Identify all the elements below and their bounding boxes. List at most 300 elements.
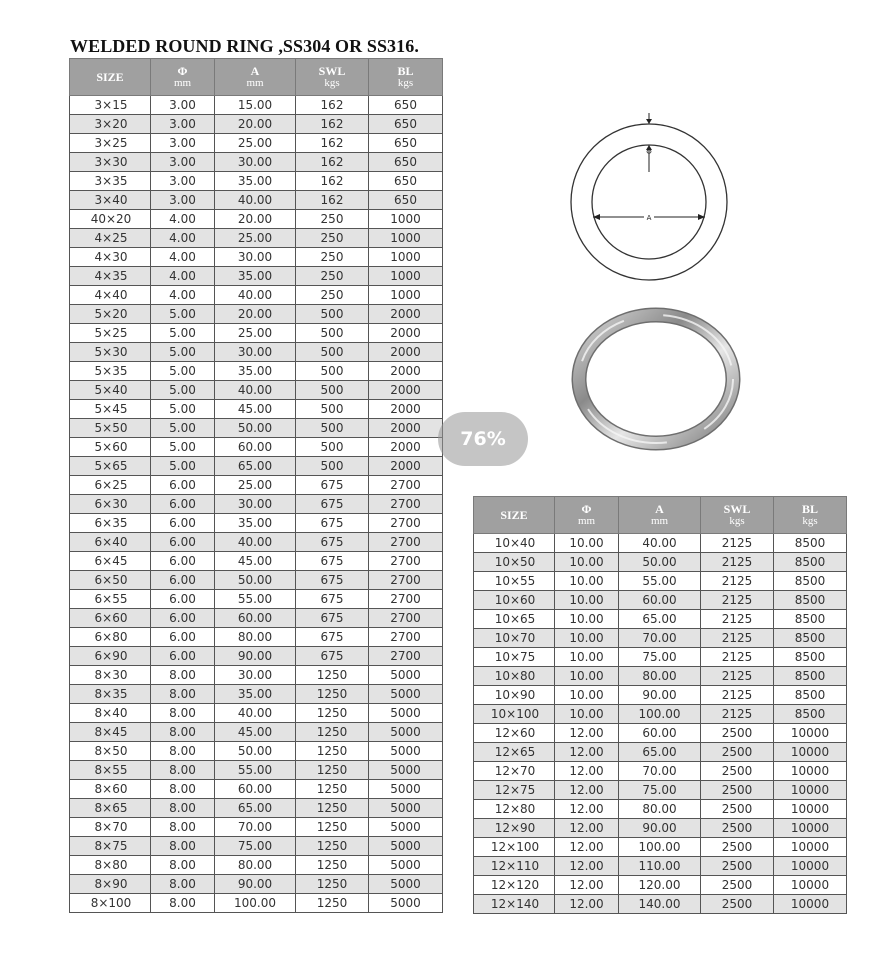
table-row — [70, 286, 443, 305]
table-cell: 55.00 — [215, 590, 296, 609]
column-header — [555, 497, 619, 534]
table-cell: 4.00 — [151, 229, 215, 248]
table-cell: 5×35 — [70, 362, 151, 381]
table-row — [70, 514, 443, 533]
table-cell: 162 — [296, 115, 369, 134]
table-cell: 140.00 — [619, 895, 701, 914]
column-header — [70, 59, 151, 96]
column-header-unit: mm — [577, 515, 596, 527]
table-cell: 162 — [296, 153, 369, 172]
table-row — [474, 838, 847, 857]
table-cell: 2125 — [701, 572, 774, 591]
table-row — [474, 781, 847, 800]
table-cell: 3×40 — [70, 191, 151, 210]
table-cell: 650 — [369, 96, 443, 115]
table-cell: 500 — [296, 381, 369, 400]
table-cell: 650 — [369, 153, 443, 172]
column-header-unit: mm — [246, 77, 264, 89]
table-row — [70, 590, 443, 609]
table-cell: 3.00 — [151, 172, 215, 191]
table-cell: 2000 — [369, 438, 443, 457]
table-cell: 20.00 — [215, 305, 296, 324]
column-header-label: A — [655, 502, 664, 516]
table-cell: 65.00 — [619, 743, 701, 762]
table-header-row — [474, 497, 847, 534]
table-cell: 8500 — [774, 572, 847, 591]
column-header-unit: kgs — [802, 515, 818, 527]
table-row — [70, 381, 443, 400]
table-cell: 5000 — [369, 685, 443, 704]
table-cell: 12.00 — [555, 762, 619, 781]
table-cell: 5000 — [369, 723, 443, 742]
table-cell: 5.00 — [151, 324, 215, 343]
page-title: WELDED ROUND RING ,SS304 OR SS316. — [70, 36, 419, 56]
table-cell: 10000 — [774, 895, 847, 914]
table-cell: 2500 — [701, 800, 774, 819]
table-cell: 80.00 — [215, 628, 296, 647]
table-cell: 2000 — [369, 457, 443, 476]
column-header — [474, 497, 555, 534]
table-cell: 6×25 — [70, 476, 151, 495]
table-cell: 20.00 — [215, 115, 296, 134]
table-row — [70, 153, 443, 172]
table-row — [70, 799, 443, 818]
column-header-unit: kgs — [729, 515, 745, 527]
table-cell: 12×100 — [474, 838, 555, 857]
table-cell: 5000 — [369, 837, 443, 856]
table-cell: 40.00 — [215, 381, 296, 400]
table-cell: 3×15 — [70, 96, 151, 115]
table-cell: 1250 — [296, 761, 369, 780]
table-cell: 8.00 — [151, 704, 215, 723]
column-header — [369, 59, 443, 96]
table-cell: 6×90 — [70, 647, 151, 666]
table-cell: 6×50 — [70, 571, 151, 590]
table-cell: 8.00 — [151, 799, 215, 818]
table-cell: 6×80 — [70, 628, 151, 647]
table-cell: 10×90 — [474, 686, 555, 705]
table-cell: 5000 — [369, 856, 443, 875]
table-cell: 3.00 — [151, 96, 215, 115]
table-cell: 8.00 — [151, 723, 215, 742]
table-cell: 675 — [296, 495, 369, 514]
table-cell: 15.00 — [215, 96, 296, 115]
table-cell: 5.00 — [151, 305, 215, 324]
table-row — [70, 875, 443, 894]
table-cell: 8×40 — [70, 704, 151, 723]
table-cell: 120.00 — [619, 876, 701, 895]
table-cell: 50.00 — [215, 742, 296, 761]
table-cell: 5000 — [369, 742, 443, 761]
table-cell: 30.00 — [215, 343, 296, 362]
table-cell: 40×20 — [70, 210, 151, 229]
table-cell: 8×45 — [70, 723, 151, 742]
table-cell: 650 — [369, 191, 443, 210]
column-header-label: SWL — [318, 64, 346, 78]
table-cell: 8×90 — [70, 875, 151, 894]
table-cell: 2000 — [369, 400, 443, 419]
table-cell: 50.00 — [215, 571, 296, 590]
table-cell: 8×70 — [70, 818, 151, 837]
a-label: A — [646, 214, 652, 222]
table-row — [70, 343, 443, 362]
table-cell: 60.00 — [619, 724, 701, 743]
table-cell: 10×70 — [474, 629, 555, 648]
column-header-label: SIZE — [96, 70, 124, 84]
table-cell: 80.00 — [619, 800, 701, 819]
table-cell: 10×60 — [474, 591, 555, 610]
table-cell: 40.00 — [215, 533, 296, 552]
table-cell: 162 — [296, 134, 369, 153]
table-cell: 5000 — [369, 761, 443, 780]
table-cell: 675 — [296, 476, 369, 495]
table-cell: 100.00 — [619, 705, 701, 724]
table-cell: 5×20 — [70, 305, 151, 324]
table-cell: 1000 — [369, 286, 443, 305]
table-cell: 10000 — [774, 743, 847, 762]
table-row — [474, 553, 847, 572]
table-cell: 12.00 — [555, 857, 619, 876]
table-row — [70, 400, 443, 419]
column-header-label: Φ — [177, 64, 188, 78]
table-cell: 45.00 — [215, 723, 296, 742]
table-cell: 3×30 — [70, 153, 151, 172]
table-cell: 12.00 — [555, 781, 619, 800]
column-header — [215, 59, 296, 96]
table-cell: 8.00 — [151, 818, 215, 837]
table-cell: 10.00 — [555, 534, 619, 553]
table-cell: 2500 — [701, 724, 774, 743]
table-cell: 162 — [296, 191, 369, 210]
table-cell: 2000 — [369, 324, 443, 343]
column-header — [296, 59, 369, 96]
table-cell: 100.00 — [215, 894, 296, 913]
table-cell: 5×40 — [70, 381, 151, 400]
table-cell: 25.00 — [215, 134, 296, 153]
table-cell: 8×75 — [70, 837, 151, 856]
table-cell: 12.00 — [555, 876, 619, 895]
table-cell: 2700 — [369, 590, 443, 609]
table-cell: 5000 — [369, 704, 443, 723]
table-cell: 8500 — [774, 629, 847, 648]
table-cell: 6.00 — [151, 533, 215, 552]
table-cell: 675 — [296, 647, 369, 666]
table-cell: 10.00 — [555, 629, 619, 648]
table-cell: 250 — [296, 286, 369, 305]
table-row — [70, 191, 443, 210]
table-row — [474, 648, 847, 667]
table-cell: 75.00 — [619, 648, 701, 667]
table-row — [70, 438, 443, 457]
table-cell: 12.00 — [555, 895, 619, 914]
table-cell: 30.00 — [215, 666, 296, 685]
table-cell: 5×45 — [70, 400, 151, 419]
ring-dimension-diagram — [560, 110, 750, 302]
table-row — [70, 419, 443, 438]
table-cell: 12.00 — [555, 819, 619, 838]
table-cell: 4×40 — [70, 286, 151, 305]
table-cell: 3.00 — [151, 134, 215, 153]
table-row — [474, 724, 847, 743]
table-cell: 2500 — [701, 762, 774, 781]
table-row — [70, 704, 443, 723]
table-cell: 10000 — [774, 724, 847, 743]
table-row — [70, 495, 443, 514]
column-header-unit: mm — [650, 515, 669, 527]
table-row — [70, 818, 443, 837]
table-cell: 500 — [296, 438, 369, 457]
table-cell: 45.00 — [215, 552, 296, 571]
table-row — [70, 856, 443, 875]
table-row — [70, 552, 443, 571]
table-row — [474, 857, 847, 876]
table-cell: 2700 — [369, 514, 443, 533]
table-cell: 3.00 — [151, 115, 215, 134]
table-cell: 10.00 — [555, 591, 619, 610]
table-cell: 8500 — [774, 686, 847, 705]
table-cell: 50.00 — [619, 553, 701, 572]
table-cell: 12.00 — [555, 724, 619, 743]
table-cell: 5×60 — [70, 438, 151, 457]
table-cell: 675 — [296, 533, 369, 552]
table-cell: 6×40 — [70, 533, 151, 552]
table-cell: 8×60 — [70, 780, 151, 799]
table-cell: 2500 — [701, 781, 774, 800]
table-cell: 6×30 — [70, 495, 151, 514]
column-header — [151, 59, 215, 96]
table-cell: 2500 — [701, 838, 774, 857]
table-row — [474, 876, 847, 895]
table-cell: 5×50 — [70, 419, 151, 438]
table-row — [474, 591, 847, 610]
table-cell: 2700 — [369, 609, 443, 628]
table-cell: 2500 — [701, 857, 774, 876]
table-cell: 25.00 — [215, 324, 296, 343]
table-cell: 2500 — [701, 743, 774, 762]
table-cell: 8500 — [774, 648, 847, 667]
table-row — [474, 610, 847, 629]
table-cell: 12.00 — [555, 838, 619, 857]
table-cell: 2700 — [369, 552, 443, 571]
table-cell: 6.00 — [151, 609, 215, 628]
table-cell: 250 — [296, 248, 369, 267]
table-row — [70, 533, 443, 552]
table-cell: 1250 — [296, 837, 369, 856]
table-cell: 40.00 — [215, 191, 296, 210]
table-cell: 6.00 — [151, 571, 215, 590]
table-cell: 650 — [369, 172, 443, 191]
table-cell: 4×25 — [70, 229, 151, 248]
table-cell: 2125 — [701, 591, 774, 610]
table-row — [70, 305, 443, 324]
table-cell: 1250 — [296, 704, 369, 723]
table-cell: 10.00 — [555, 553, 619, 572]
table-cell: 675 — [296, 628, 369, 647]
table-row — [70, 267, 443, 286]
table-cell: 3×20 — [70, 115, 151, 134]
table-cell: 5×65 — [70, 457, 151, 476]
table-cell: 8500 — [774, 667, 847, 686]
table-cell: 80.00 — [619, 667, 701, 686]
table-cell: 10000 — [774, 819, 847, 838]
table-cell: 8500 — [774, 705, 847, 724]
table-cell: 10×80 — [474, 667, 555, 686]
table-cell: 675 — [296, 514, 369, 533]
table-cell: 8.00 — [151, 875, 215, 894]
table-cell: 70.00 — [619, 762, 701, 781]
table-cell: 500 — [296, 400, 369, 419]
table-cell: 10000 — [774, 762, 847, 781]
table-cell: 12×90 — [474, 819, 555, 838]
table-cell: 1250 — [296, 818, 369, 837]
table-cell: 12.00 — [555, 743, 619, 762]
table-cell: 8.00 — [151, 837, 215, 856]
table-cell: 8500 — [774, 534, 847, 553]
table-cell: 10.00 — [555, 705, 619, 724]
column-header-label: A — [250, 64, 260, 78]
table-cell: 2125 — [701, 553, 774, 572]
table-row — [70, 571, 443, 590]
table-cell: 5×30 — [70, 343, 151, 362]
table-cell: 2500 — [701, 895, 774, 914]
table-cell: 5.00 — [151, 381, 215, 400]
table-cell: 8×30 — [70, 666, 151, 685]
table-row — [70, 229, 443, 248]
table-cell: 500 — [296, 305, 369, 324]
table-cell: 250 — [296, 229, 369, 248]
table-cell: 8×100 — [70, 894, 151, 913]
table-header-row — [70, 59, 443, 96]
table-cell: 1250 — [296, 856, 369, 875]
table-cell: 2700 — [369, 495, 443, 514]
table-row — [474, 743, 847, 762]
table-cell: 1250 — [296, 875, 369, 894]
table-cell: 500 — [296, 324, 369, 343]
table-cell: 5.00 — [151, 362, 215, 381]
table-cell: 100.00 — [619, 838, 701, 857]
table-cell: 90.00 — [215, 875, 296, 894]
table-cell: 60.00 — [215, 438, 296, 457]
zoom-indicator: 76% — [438, 412, 528, 466]
table-cell: 25.00 — [215, 229, 296, 248]
table-cell: 2125 — [701, 686, 774, 705]
table-cell: 110.00 — [619, 857, 701, 876]
table-cell: 8×35 — [70, 685, 151, 704]
table-row — [70, 685, 443, 704]
table-cell: 8.00 — [151, 856, 215, 875]
table-cell: 12×60 — [474, 724, 555, 743]
table-cell: 6.00 — [151, 514, 215, 533]
table-cell: 2000 — [369, 362, 443, 381]
table-cell: 10000 — [774, 838, 847, 857]
table-row — [70, 647, 443, 666]
ring-photo — [568, 304, 744, 454]
table-row — [474, 534, 847, 553]
table-row — [474, 800, 847, 819]
table-cell: 5000 — [369, 818, 443, 837]
table-cell: 8.00 — [151, 742, 215, 761]
table-row — [70, 609, 443, 628]
table-cell: 1250 — [296, 723, 369, 742]
table-cell: 30.00 — [215, 495, 296, 514]
table-cell: 5.00 — [151, 343, 215, 362]
table-cell: 12×65 — [474, 743, 555, 762]
table-cell: 70.00 — [619, 629, 701, 648]
table-cell: 162 — [296, 96, 369, 115]
table-cell: 8500 — [774, 591, 847, 610]
table-cell: 2000 — [369, 343, 443, 362]
table-cell: 8×80 — [70, 856, 151, 875]
table-cell: 8500 — [774, 610, 847, 629]
column-header — [619, 497, 701, 534]
table-cell: 1250 — [296, 780, 369, 799]
table-cell: 10.00 — [555, 667, 619, 686]
table-cell: 10.00 — [555, 572, 619, 591]
table-cell: 60.00 — [619, 591, 701, 610]
table-row — [474, 572, 847, 591]
table-cell: 6×60 — [70, 609, 151, 628]
table-cell: 2700 — [369, 533, 443, 552]
table-row — [70, 666, 443, 685]
column-header-label: Φ — [581, 502, 592, 516]
table-cell: 12×120 — [474, 876, 555, 895]
table-row — [70, 362, 443, 381]
table-cell: 12×80 — [474, 800, 555, 819]
column-header-label: SWL — [723, 502, 751, 516]
table-cell: 2125 — [701, 610, 774, 629]
table-cell: 10.00 — [555, 686, 619, 705]
table-cell: 650 — [369, 134, 443, 153]
column-header-label: BL — [801, 502, 818, 516]
table-cell: 5000 — [369, 666, 443, 685]
table-cell: 12.00 — [555, 800, 619, 819]
table-row — [70, 172, 443, 191]
table-cell: 1250 — [296, 799, 369, 818]
phi-label: Φ — [646, 148, 652, 156]
table-cell: 10.00 — [555, 610, 619, 629]
table-cell: 3×35 — [70, 172, 151, 191]
table-cell: 75.00 — [215, 837, 296, 856]
table-cell: 4.00 — [151, 267, 215, 286]
table-cell: 675 — [296, 552, 369, 571]
table-cell: 6.00 — [151, 552, 215, 571]
table-row — [474, 686, 847, 705]
table-cell: 675 — [296, 590, 369, 609]
table-cell: 2000 — [369, 305, 443, 324]
table-row — [70, 324, 443, 343]
table-cell: 8.00 — [151, 761, 215, 780]
table-cell: 80.00 — [215, 856, 296, 875]
table-cell: 35.00 — [215, 172, 296, 191]
table-cell: 1250 — [296, 894, 369, 913]
table-cell: 2125 — [701, 629, 774, 648]
table-cell: 8.00 — [151, 894, 215, 913]
table-row — [70, 457, 443, 476]
table-cell: 10×40 — [474, 534, 555, 553]
table-cell: 65.00 — [619, 610, 701, 629]
table-cell: 5000 — [369, 780, 443, 799]
table-cell: 25.00 — [215, 476, 296, 495]
table-cell: 40.00 — [619, 534, 701, 553]
spec-table-right — [473, 496, 847, 914]
table-row — [70, 115, 443, 134]
table-cell: 2500 — [701, 819, 774, 838]
column-header — [774, 497, 847, 534]
table-cell: 40.00 — [215, 286, 296, 305]
table-row — [70, 476, 443, 495]
table-cell: 30.00 — [215, 153, 296, 172]
table-cell: 20.00 — [215, 210, 296, 229]
